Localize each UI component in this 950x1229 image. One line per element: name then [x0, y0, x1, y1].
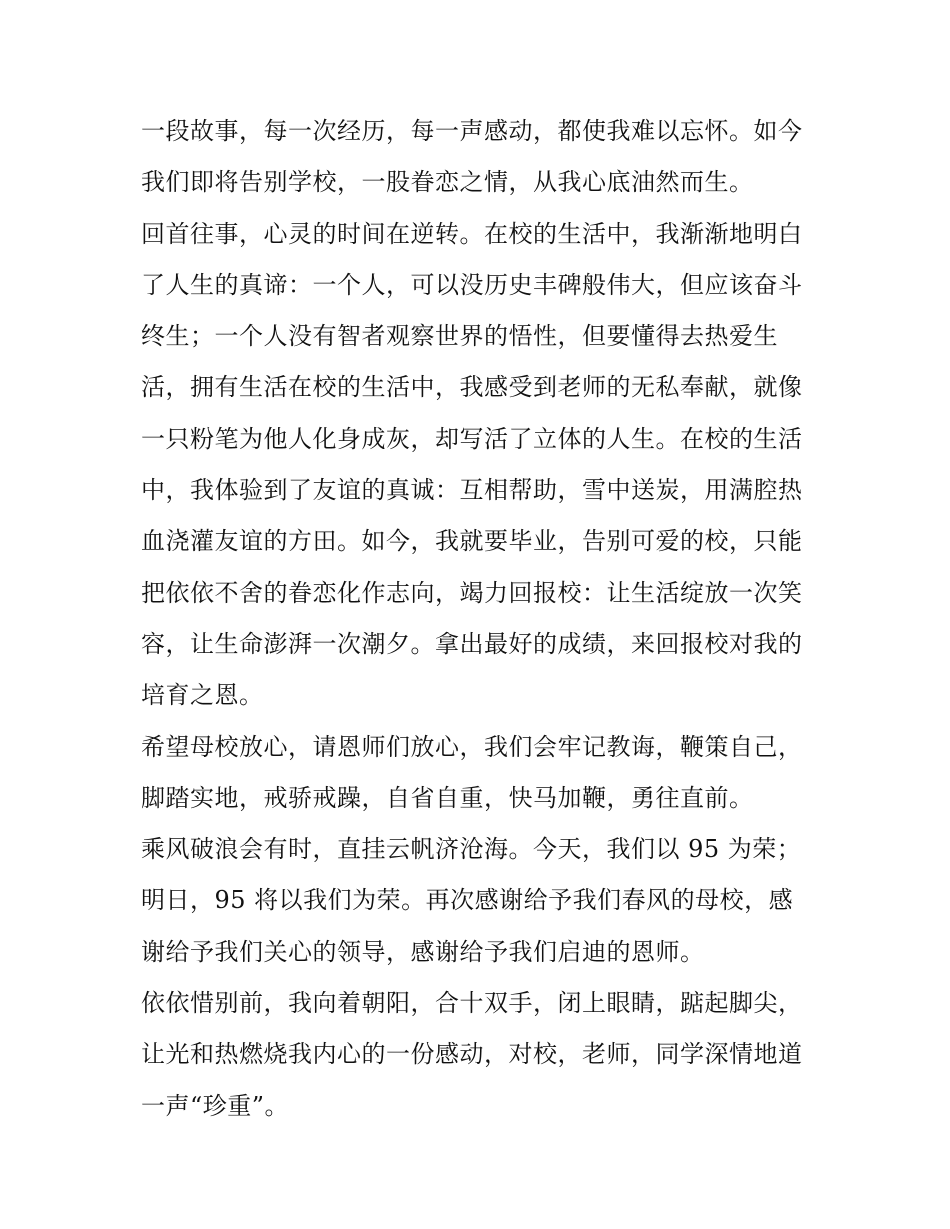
text-line: 明日，95 将以我们为荣。再次感谢给予我们春风的母校，感: [141, 886, 794, 915]
text-line: 乘风破浪会有时，直挂云帆济沧海。今天，我们以 95 为荣；: [141, 835, 802, 864]
text-line: 培育之恩。: [141, 681, 264, 710]
text-line: 依依惜别前，我向着朝阳，合十双手，闭上眼睛，踮起脚尖，: [141, 989, 803, 1018]
text-line: 中，我体验到了友谊的真诚：互相帮助，雪中送炭，用满腔热: [141, 476, 803, 505]
text-line: 谢给予我们关心的领导，感谢给予我们启迪的恩师。: [141, 937, 705, 966]
text-line: 让光和热燃烧我内心的一份感动，对校，老师，同学深情地道: [141, 1040, 803, 1069]
text-line: 一声“珍重”。: [141, 1091, 290, 1120]
text-line: 把依依不舍的眷恋化作志向，竭力回报校：让生活绽放一次笑: [141, 578, 803, 607]
text-line: 回首往事，心灵的时间在逆转。在校的生活中，我渐渐地明白: [141, 219, 803, 248]
text-line: 我们即将告别学校，一股眷恋之情，从我心底油然而生。: [141, 168, 754, 197]
text-line: 血浇灌友谊的方田。如今，我就要毕业，告别可爱的校，只能: [141, 527, 803, 556]
text-line: 一段故事，每一次经历，每一声感动，都使我难以忘怀。如今: [141, 117, 803, 145]
text-line: 终生；一个人没有智者观察世界的悟性，但要懂得去热爱生: [141, 322, 778, 351]
text-line: 容，让生命澎湃一次潮夕。拿出最好的成绩，来回报校对我的: [141, 629, 803, 658]
text-line: 活，拥有生活在校的生活中，我感受到老师的无私奉献，就像: [141, 373, 803, 402]
text-line: 希望母校放心，请恩师们放心，我们会牢记教诲，鞭策自己，: [141, 732, 803, 761]
document-body: [141, 106, 813, 1132]
text-line: 脚踏实地，戒骄戒躁，自省自重，快马加鞭，勇往直前。: [141, 783, 754, 812]
text-line: 了人生的真谛：一个人，可以没历史丰碑般伟大，但应该奋斗: [141, 270, 803, 299]
text-line: 一只粉笔为他人化身成灰，却写活了立体的人生。在校的生活: [141, 424, 803, 453]
